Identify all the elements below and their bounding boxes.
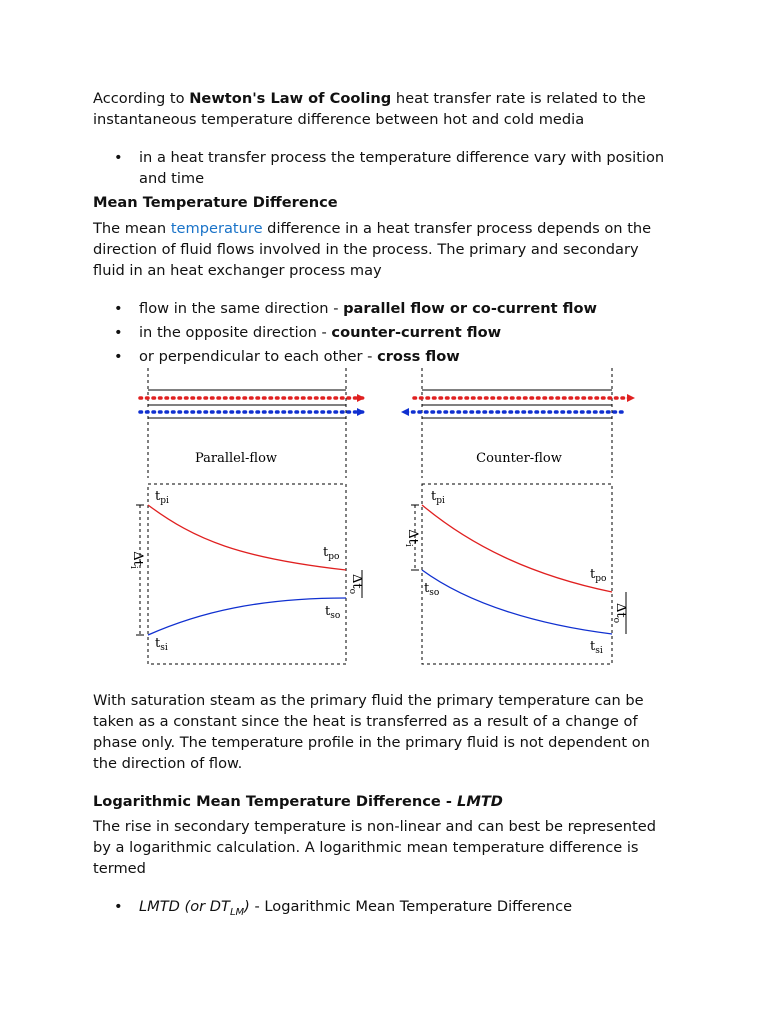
parallel-dto-label: $\Delta t_o$ [347,573,364,595]
flow-type-bold: parallel flow or co-current flow [343,300,597,317]
counter-dti-label: $\Delta t_i$ [403,529,420,547]
parallel-secondary-curve [148,598,346,635]
lmtd-subscript: LM [229,906,245,918]
counter-primary-curve [422,505,612,592]
bullet-icon: • [114,898,123,915]
saturation-steam-paragraph: With saturation steam as the primary fluid the primary temperature can be taken as a constant since the heat is transferred as a result of a change of phase only. The temperature profile in the primary fluid is not dependent on the direction of flow. [93,692,650,772]
flow-type-text: or perpendicular to each other - [139,348,378,365]
flow-type-text: flow in the same direction - [139,300,344,317]
parallel-tpo-label: $t_{po}$ [323,545,340,562]
intro-suffix: heat transfer rate is related to the instantaneous temperature difference between hot and cold media [93,90,646,128]
counter-tsi-label: $t_{si}$ [590,639,603,656]
para2-suffix: difference in a heat transfer process depends on the direction of fluid flows involved in the process. The primary and secondary fluid in an heat exchanger process may [93,220,652,279]
parallel-primary-curve [148,505,346,570]
lmtd-paragraph: The rise in secondary temperature is non-linear and can best be represented by a logarithmic calculation. A logarithmic mean temperature difference is termed [93,818,656,877]
parallel-tpi-label: $t_{pi}$ [155,489,169,506]
parallel-flow-caption: Parallel-flow [194,451,278,466]
flow-type-text: in the opposite direction - [139,324,332,341]
intro-prefix: According to [93,90,190,107]
newtons-law-term: Newton's Law of Cooling [189,90,392,107]
temperature-link[interactable]: temperature [170,220,263,237]
parallel-flow-diagram [128,368,364,664]
section-heading-lmtd [93,791,673,812]
lmtd-close-paren: ) [244,898,250,915]
counter-tpo-label: $t_{po}$ [590,567,607,584]
counter-dto-label: $\Delta t_o$ [611,602,628,624]
parallel-graph-frame [148,484,346,664]
lmtd-definition: - Logarithmic Mean Temperature Difference [249,898,573,915]
bullet-text: in a heat transfer process the temperature difference vary with position and time [139,149,665,187]
flow-type-bold: counter-current flow [331,324,502,341]
lmtd-abbrev: LMTD (or DT [139,898,230,915]
para2-prefix: The mean [93,220,171,237]
counter-flow-diagram [402,368,634,664]
parallel-dti-label: $\Delta t_i$ [128,551,145,569]
counter-tso-label: $t_{so}$ [424,581,440,598]
parallel-tso-label: $t_{so}$ [325,604,341,621]
lmtd-heading-prefix: Logarithmic Mean Temperature Difference - [93,793,458,810]
counter-graph-frame [422,484,612,664]
parallel-tsi-label: $t_{si}$ [155,636,168,653]
counter-flow-caption: Counter-flow [476,451,562,466]
section-heading-mean-temp: Mean Temperature Difference [93,194,338,211]
flow-type-bold: cross flow [377,348,460,365]
bullet-icon: • [114,348,123,365]
list-item [114,896,674,917]
bullet-text [139,896,674,923]
counter-secondary-curve [422,570,612,634]
bullet-icon: • [114,324,123,341]
counter-tpi-label: $t_{pi}$ [431,489,445,506]
lmtd-heading-italic: LMTD [457,793,503,810]
bullet-icon: • [114,149,123,166]
bullet-icon: • [114,300,123,317]
